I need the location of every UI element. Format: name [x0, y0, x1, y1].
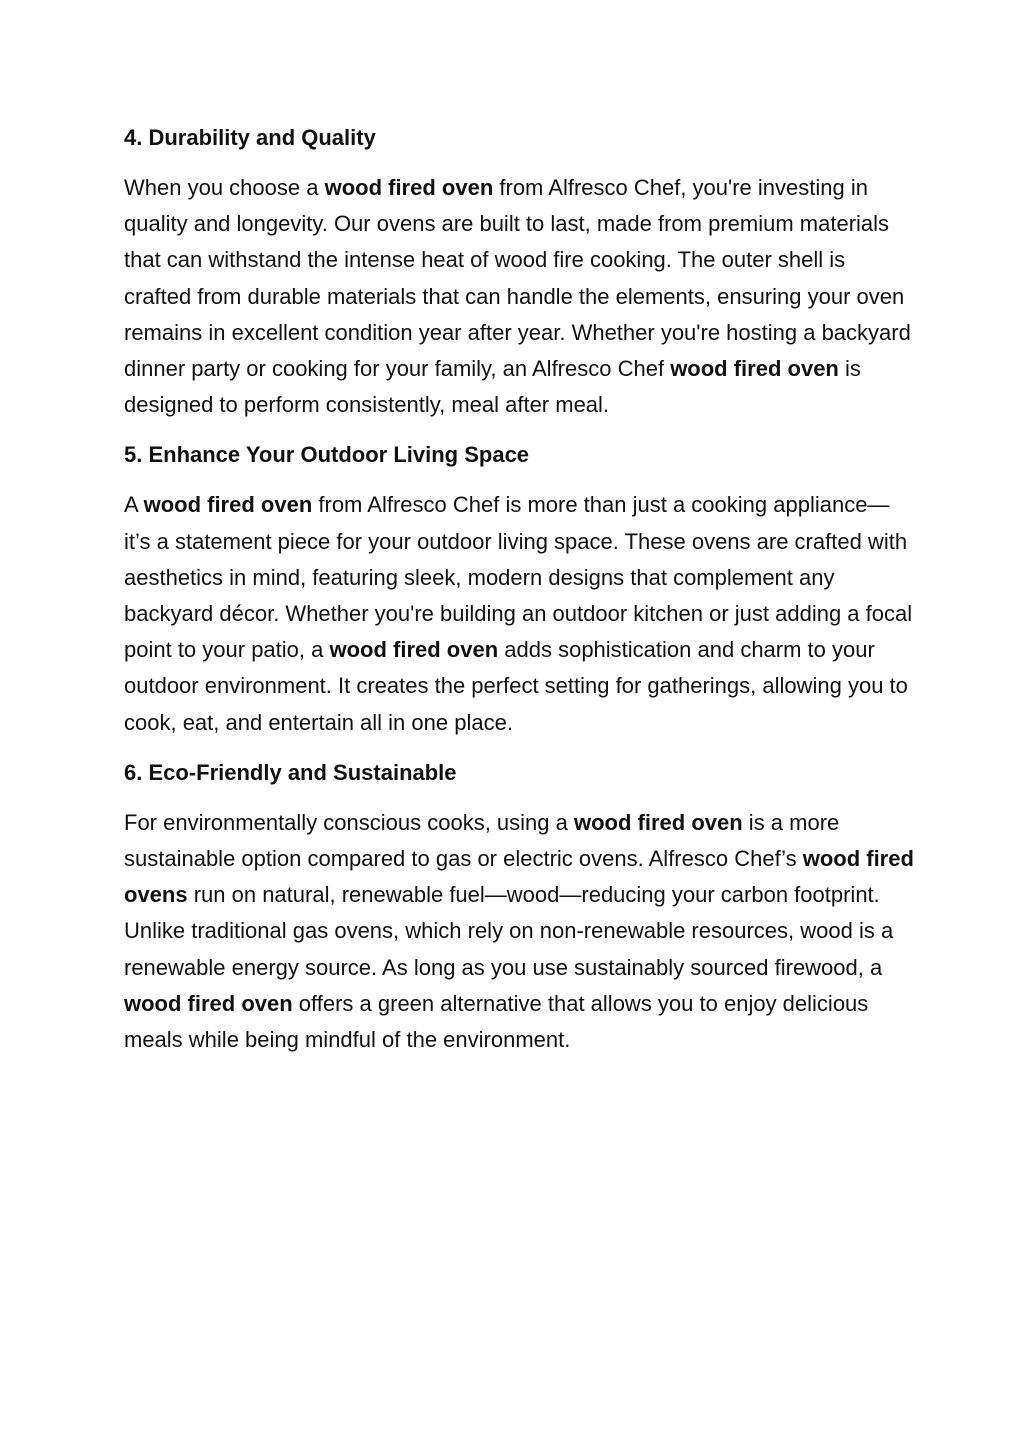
- section-paragraph: [124, 170, 914, 423]
- text-run: adds sophistication and charm to your outdoor environment. It creates the perfect setting for gatherings, allowing you to cook, eat, and entertain all in one place.: [124, 637, 908, 735]
- section-heading: 5. Enhance Your Outdoor Living Space: [124, 442, 530, 468]
- document-page: [124, 120, 914, 1072]
- keyword-link-text: wood fired oven: [124, 990, 293, 1016]
- keyword-link-text: wood fired oven: [329, 637, 499, 663]
- section-heading: 4. Durability and Quality: [124, 125, 376, 150]
- section-outdoor-living: [124, 437, 914, 740]
- text-run: from Alfresco Chef, you're investing in quality and longevity. Our ovens are built to last, made from premium materials that can withstand the intense heat of wood fire cooking. The outer shell is crafted from durable materials that can handle the elements, ensuring your oven remains in excellent condition year after year. Whether you're hosting a backyard dinner party or cooking for your family, an Alfresco Chef: [124, 175, 911, 382]
- text-run: For environmentally conscious cooks, using a: [124, 809, 574, 835]
- text-run: A: [124, 492, 144, 518]
- keyword-link-text: wood fired ovens: [124, 846, 914, 908]
- section-heading: 6. Eco-Friendly and Sustainable: [124, 759, 457, 785]
- section-paragraph: [124, 805, 914, 1058]
- text-run: is designed to perform consistently, meal after meal.: [124, 356, 861, 418]
- text-run: offers a green alternative that allows you to enjoy delicious meals while being mindful of the environment.: [124, 990, 869, 1053]
- text-run: run on natural, renewable fuel—wood—reducing your carbon footprint. Unlike traditional gas ovens, which rely on non-renewable resources, wood is a renewable energy source. As long as you use sustainably sourced firewood, a: [124, 882, 894, 980]
- section-durability: [124, 120, 914, 423]
- keyword-link-text: wood fired oven: [324, 175, 494, 200]
- section-eco-friendly: [124, 755, 914, 1058]
- section-paragraph: [124, 487, 914, 740]
- keyword-link-text: wood fired oven: [670, 356, 839, 382]
- keyword-link-text: wood fired oven: [574, 809, 743, 835]
- text-run: is a more sustainable option compared to gas or electric ovens. Alfresco Chef’s: [124, 809, 840, 872]
- text-run: When you choose a: [124, 175, 325, 200]
- keyword-link-text: wood fired oven: [143, 492, 313, 518]
- text-run: from Alfresco Chef is more than just a cooking appliance—it’s a statement piece for your outdoor living space. These ovens are crafted with aesthetics in mind, featuring sleek, modern designs that complement any backyard décor. Whether you're building an outdoor kitchen or just adding a focal point to your patio, a: [124, 492, 913, 663]
